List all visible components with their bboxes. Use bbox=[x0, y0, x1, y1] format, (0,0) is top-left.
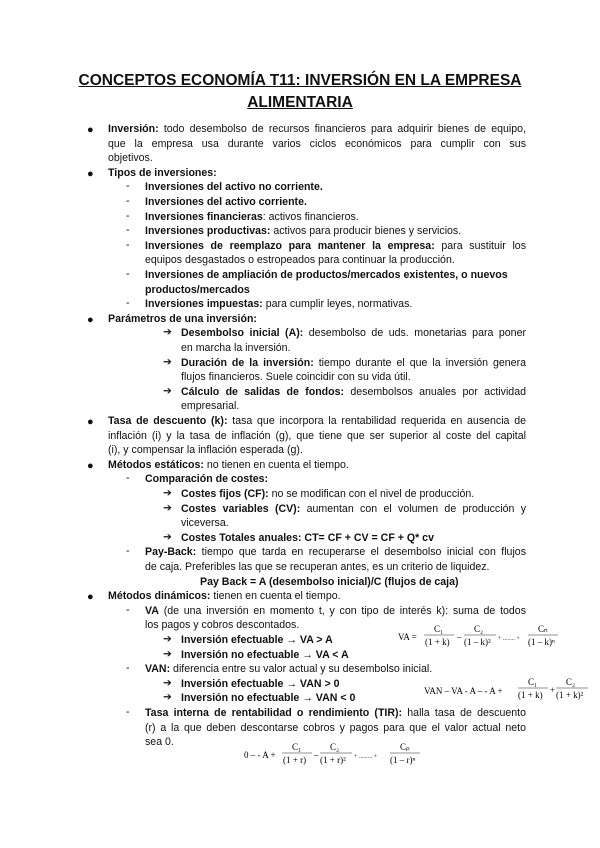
tir-formula bbox=[244, 738, 424, 772]
inversion-line-1: Inversión: todo desembolso de recursos financieros para adquirir bienes de equipo, bbox=[108, 123, 526, 135]
parametro-item: Duración de la inversión: tiempo durante el que la inversión genera bbox=[181, 356, 526, 369]
svg-text:–: – bbox=[457, 632, 462, 642]
van-n1: C₁ bbox=[528, 677, 538, 687]
va-item: Inversión efectuable → VA > A bbox=[181, 634, 333, 646]
va-n3: Cₙ bbox=[538, 624, 548, 634]
dash-icon: - bbox=[126, 706, 130, 718]
arrow-icon: ➔ bbox=[163, 355, 172, 368]
va-n2: C₂ bbox=[474, 624, 484, 634]
tasa-line-1: Tasa de descuento (k): tasa que incorpora la rentabilidad requerida en ausencia de bbox=[108, 415, 526, 427]
bullet-icon: ● bbox=[87, 591, 94, 603]
arrow-icon: ➔ bbox=[163, 691, 172, 704]
inversion-line-3: objetivos. bbox=[108, 152, 153, 165]
dinamicos-heading: Métodos dinámicos: tienen en cuenta el tiempo. bbox=[108, 590, 341, 603]
van-d1: (1 + k) bbox=[518, 690, 543, 700]
arrow-icon: ➔ bbox=[163, 326, 172, 339]
arrow-icon: ➔ bbox=[163, 676, 172, 689]
parametro-item: Cálculo de salidas de fondos: desembolsos anuales por actividad bbox=[181, 385, 526, 398]
parametro-item-cont: en marcha la inversión. bbox=[181, 342, 291, 354]
tir-n3: Cₚ bbox=[400, 742, 410, 752]
bullet-icon: ● bbox=[87, 124, 94, 136]
tipo-item: Inversiones del activo no corriente. bbox=[145, 181, 323, 194]
svg-text:+: + bbox=[550, 685, 556, 695]
dash-icon: - bbox=[126, 224, 130, 237]
va-mid: + ........ + bbox=[498, 636, 520, 642]
tir-n2: C₂ bbox=[330, 742, 340, 752]
dash-icon: - bbox=[126, 180, 130, 193]
dash-icon: - bbox=[126, 297, 130, 310]
dash-icon: - bbox=[126, 268, 130, 280]
van-line: VAN: diferencia entre su valor actual y su desembolso inicial. bbox=[145, 663, 433, 676]
tipo-item: Inversiones impuestas: para cumplir leyes, normativas. bbox=[145, 298, 413, 311]
page-title bbox=[60, 70, 540, 114]
van-lhs: VAN – VA - A – - A + bbox=[424, 686, 503, 696]
van-item: Inversión no efectuable → VAN < 0 bbox=[181, 692, 356, 705]
tir-line-3: sea 0. bbox=[145, 736, 174, 749]
tipos-heading: Tipos de inversiones: bbox=[108, 166, 217, 179]
tipo-item-cont: productos/mercados bbox=[145, 283, 250, 296]
coste-item: Costes Totales anuales: CT= CF + CV = CF + Q* cv bbox=[181, 531, 434, 544]
dash-icon: - bbox=[126, 238, 130, 251]
tir-d2: (1 + r)² bbox=[320, 755, 346, 765]
tir-line-1: Tasa interna de rentabilidad o rendimiento (TIR): halla tasa de descuento bbox=[145, 707, 526, 719]
va-lhs: VA = bbox=[398, 632, 417, 642]
tir-d3: (1 – r)ⁿ bbox=[390, 755, 416, 765]
parametro-item-cont: flujos financieros. Suele coincidir con su vida útil. bbox=[181, 371, 411, 384]
coste-item-cont: viceversa. bbox=[181, 517, 229, 530]
dash-icon: - bbox=[126, 195, 130, 207]
parametros-heading: Parámetros de una inversión: bbox=[108, 312, 257, 325]
svg-text:–: – bbox=[314, 750, 319, 760]
va-item: Inversión no efectuable → VA < A bbox=[181, 648, 349, 661]
van-formula bbox=[424, 674, 594, 708]
tasa-line-3: (i), y compensar la inflación esperada (g). bbox=[108, 444, 303, 457]
tipo-item: Inversiones de reemplazo para mantener la empresa: para sustituir los bbox=[145, 239, 526, 252]
tir-mid: + ......... + bbox=[354, 754, 378, 760]
tir-line-2: (r) a la que deben descontarse cobros y pagos para que el valor actual neto bbox=[145, 721, 526, 734]
arrow-icon: ➔ bbox=[163, 487, 172, 499]
bullet-icon: ● bbox=[87, 314, 94, 326]
va-n1: C₁ bbox=[434, 624, 444, 634]
va-formula-svg bbox=[398, 620, 558, 654]
tir-lhs: 0 – - A + bbox=[244, 750, 276, 760]
bullet-icon: ● bbox=[87, 168, 94, 180]
parametro-item: Desembolso inicial (A): desembolso de uds. monetarias para poner bbox=[181, 327, 526, 340]
dash-icon: - bbox=[126, 662, 130, 675]
dash-icon: - bbox=[126, 209, 130, 222]
va-line-1: VA (de una inversión en momento t, y con tipo de interés k): suma de todos bbox=[145, 604, 526, 617]
comparacion-heading: Comparación de costes: bbox=[145, 473, 269, 486]
dash-icon: - bbox=[126, 603, 130, 616]
arrow-icon: ➔ bbox=[163, 384, 172, 397]
title-line-1: CONCEPTOS ECONOMÍA T11: INVERSIÓN EN LA EMPRESA bbox=[78, 72, 522, 89]
tasa-line-2: inflación (i) y la tasa de inflación (g), que tiene que ser superior al coste del capital bbox=[108, 429, 526, 442]
arrow-icon: ➔ bbox=[163, 501, 172, 514]
tipo-item: Inversiones productivas: activos para producir bienes y servicios. bbox=[145, 225, 462, 238]
va-d1: (1 + k) bbox=[425, 637, 450, 647]
va-d3: (1 – k)ⁿ bbox=[528, 637, 555, 647]
tir-formula-svg bbox=[244, 738, 424, 772]
coste-item: Costes fijos (CF): no se modifican con el nivel de producción. bbox=[181, 488, 475, 500]
dash-icon: - bbox=[126, 545, 130, 558]
va-formula bbox=[398, 620, 558, 654]
estaticos-heading: Métodos estáticos: no tienen en cuenta el tiempo. bbox=[108, 458, 349, 471]
arrow-icon: ➔ bbox=[163, 530, 172, 543]
va-d2: (1 – k)² bbox=[464, 637, 491, 647]
bullet-icon: ● bbox=[87, 416, 94, 428]
van-d2: (1 + k)² bbox=[556, 690, 584, 700]
tipo-item: Inversiones del activo corriente. bbox=[145, 196, 307, 208]
tir-d1: (1 + r) bbox=[283, 755, 307, 765]
arrow-icon: ➔ bbox=[163, 647, 172, 660]
title-line-2: ALIMENTARIA bbox=[247, 94, 353, 111]
payback-formula: Pay Back = A (desembolso inicial)/C (flujos de caja) bbox=[200, 575, 459, 588]
tipo-item: Inversiones de ampliación de productos/mercados existentes, o nuevos bbox=[145, 269, 508, 281]
parametro-item-cont: empresarial. bbox=[181, 400, 240, 413]
payback-line-2: de caja. Preferibles las que se recuperan antes, es un criterio de liquidez. bbox=[145, 561, 490, 573]
arrow-icon: ➔ bbox=[163, 633, 172, 645]
va-line-2: los pagos y cobros descontados. bbox=[145, 619, 300, 632]
tipo-item: Inversiones financieras: activos financieros. bbox=[145, 210, 359, 223]
bullet-icon: ● bbox=[87, 460, 94, 472]
van-item: Inversión efectuable → VAN > 0 bbox=[181, 677, 340, 690]
van-formula-svg bbox=[424, 674, 594, 708]
tir-n1: C₁ bbox=[292, 742, 302, 752]
payback-line-1: Pay-Back: tiempo que tarda en recuperarse el desembolso inicial con flujos bbox=[145, 546, 526, 559]
inversion-line-2: que la empresa usa durante varios ciclos económicos para cumplir con sus bbox=[108, 137, 526, 150]
van-n2: C₂ bbox=[566, 677, 576, 687]
tipo-item-cont: equipos desgastados o estropeados para continuar la producción. bbox=[145, 254, 455, 267]
dash-icon: - bbox=[126, 472, 130, 485]
coste-item: Costes variables (CV): aumentan con el volumen de producción y bbox=[181, 502, 527, 515]
